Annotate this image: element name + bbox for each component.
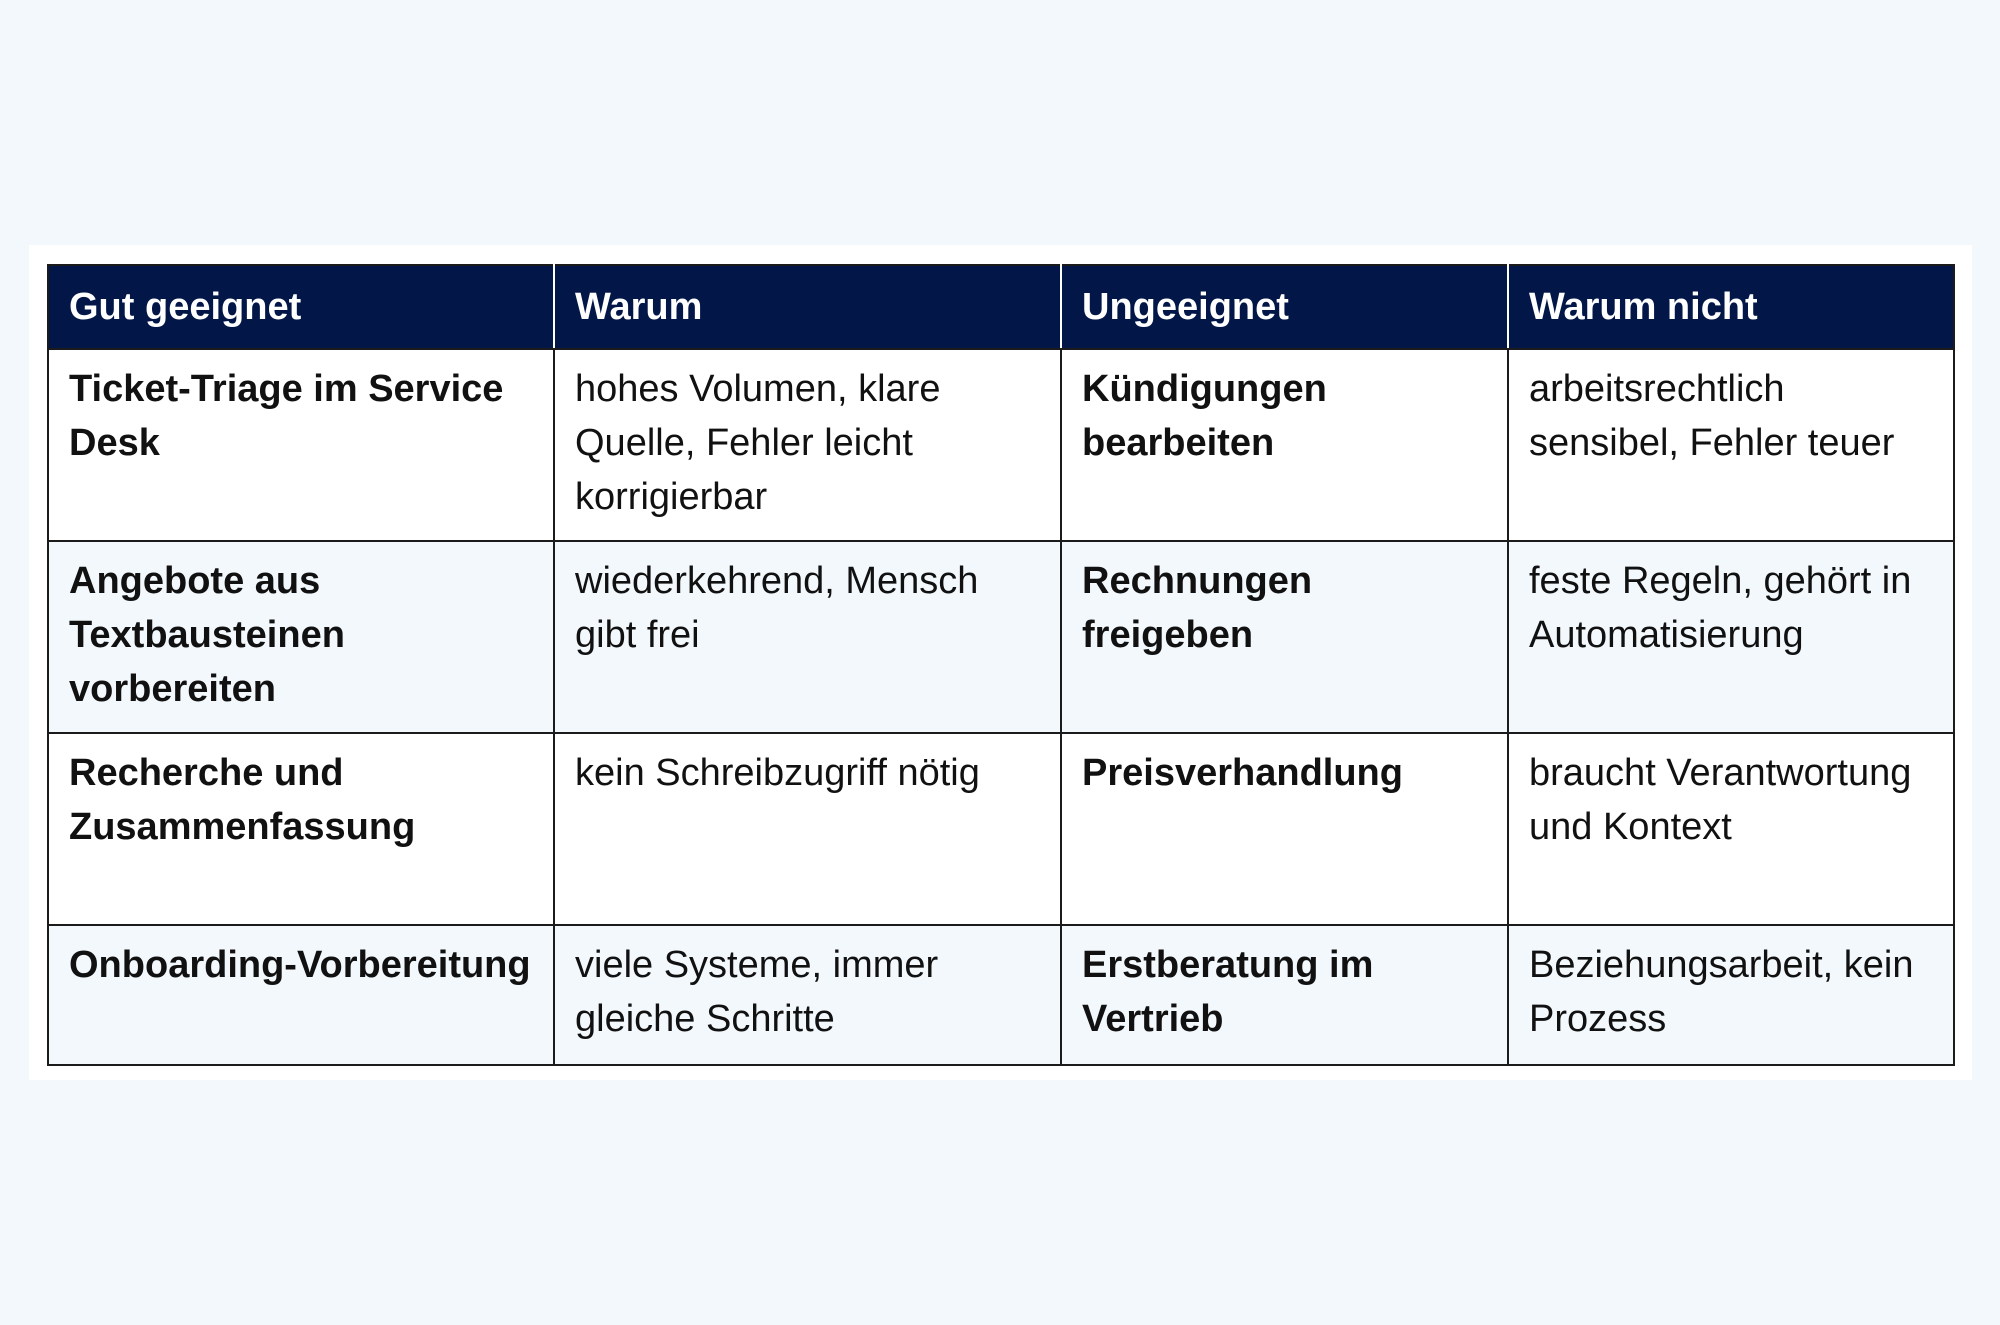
cell-unsuitable-task: Erstberatung im Vertrieb <box>1061 925 1508 1065</box>
cell-suitable-task: Onboarding-Vorbereitung <box>48 925 554 1065</box>
cell-unsuitable-task: Preisverhandlung <box>1061 733 1508 925</box>
table-header-row <box>48 265 1954 349</box>
cell-unsuitable-task: Kündigungen bearbeiten <box>1061 349 1508 541</box>
cell-unsuitable-reason: Beziehungsarbeit, kein Prozess <box>1508 925 1954 1065</box>
suitability-table <box>47 264 1955 1066</box>
cell-unsuitable-reason: feste Regeln, gehört in Automatisierung <box>1508 541 1954 733</box>
header-ungeeignet: Ungeeignet <box>1061 265 1508 349</box>
cell-unsuitable-task: Rechnungen freigeben <box>1061 541 1508 733</box>
cell-suitable-task: Angebote aus Textbausteinen vorbereiten <box>48 541 554 733</box>
cell-unsuitable-reason: braucht Verantwortung und Kontext <box>1508 733 1954 925</box>
cell-suitable-task: Ticket-Triage im Service Desk <box>48 349 554 541</box>
cell-suitable-reason: kein Schreibzugriff nötig <box>554 733 1061 925</box>
table-row <box>48 541 1954 733</box>
cell-unsuitable-reason: arbeitsrechtlich sensibel, Fehler teuer <box>1508 349 1954 541</box>
cell-suitable-reason: hohes Volumen, klare Quelle, Fehler leicht korrigierbar <box>554 349 1061 541</box>
cell-suitable-reason: viele Systeme, immer gleiche Schritte <box>554 925 1061 1065</box>
header-warum: Warum <box>554 265 1061 349</box>
table-row <box>48 349 1954 541</box>
table-row <box>48 925 1954 1065</box>
cell-suitable-reason: wiederkehrend, Mensch gibt frei <box>554 541 1061 733</box>
header-gut-geeignet: Gut geeignet <box>48 265 554 349</box>
header-warum-nicht: Warum nicht <box>1508 265 1954 349</box>
cell-suitable-task: Recherche und Zusammenfassung <box>48 733 554 925</box>
table-row <box>48 733 1954 925</box>
